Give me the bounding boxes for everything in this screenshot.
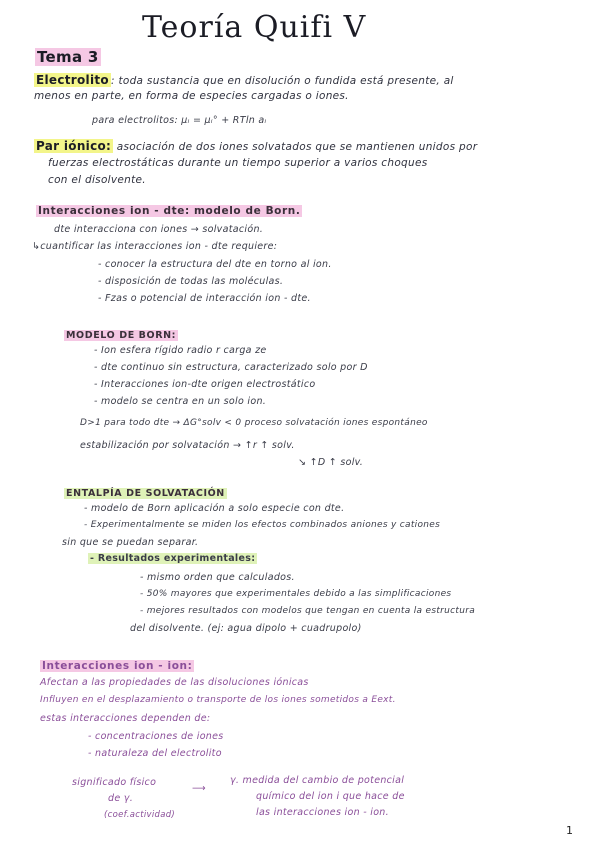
entalpia-sub-line: del disolvente. (ej: agua dipolo + cuadrupolo): [130, 623, 362, 634]
modelo-born-line: - Ion esfera rígido radio r carga ze: [94, 345, 267, 356]
section-entalpia: [64, 488, 227, 499]
gamma-meaning-2: químico del ion i que hace de: [256, 791, 405, 802]
electrolito-line1: [34, 73, 454, 87]
par-ionico-term: Par iónico:: [36, 139, 112, 153]
modelo-born-stab-line: estabilización por solvatación → ↑r ↑ solv.: [80, 440, 295, 451]
gamma-meaning-3: las interacciones ion - ion.: [256, 807, 389, 818]
entalpia-line: sin que se puedan separar.: [62, 537, 199, 548]
ion-dte-line: ↳cuantificar las interacciones ion - dte requiere:: [32, 241, 278, 252]
section-tema: [35, 48, 101, 66]
section-ion-dte: [36, 205, 302, 217]
modelo-born-line: - dte continuo sin estructura, caracterizado solo por D: [94, 362, 368, 373]
ion-ion-heading: Interacciones ion - ion:: [42, 660, 193, 672]
de-gamma-label: de γ.: [108, 793, 134, 804]
ion-dte-line: dte interacciona con iones → solvatación.: [54, 224, 264, 235]
ion-dte-line: - disposición de todas las moléculas.: [98, 276, 284, 287]
par-ionico-line1: [34, 139, 477, 153]
arrow-icon: ⟶: [192, 783, 206, 794]
ion-dte-heading: Interacciones ion - dte: modelo de Born.: [38, 205, 301, 217]
ion-dte-line: - Fzas o potencial de interacción ion - dte.: [98, 293, 311, 304]
section-modelo-born: [64, 330, 178, 341]
ion-ion-line: estas interacciones dependen de:: [40, 713, 211, 724]
electrolito-term: Electrolito: [36, 73, 109, 87]
significado-label: significado físico: [72, 777, 157, 788]
modelo-born-heading: MODELO DE BORN:: [66, 330, 177, 341]
entalpia-sub-line: - mismo orden que calculados.: [140, 572, 295, 583]
electrolito-def-2: menos en parte, en forma de especies cargadas o iones.: [34, 90, 349, 102]
modelo-born-stab-line-2: ↘ ↑D ↑ solv.: [298, 457, 364, 468]
ion-ion-line: - naturaleza del electrolito: [88, 748, 222, 759]
modelo-born-d-line: D>1 para todo dte → ΔG°solv < 0 proceso solvatación iones espontáneo: [80, 418, 428, 428]
page-number: 1: [566, 824, 574, 837]
entalpia-sub-line: - 50% mayores que experimentales debido a las simplificaciones: [140, 589, 452, 599]
electrolito-formula: para electrolitos: μᵢ = μᵢ° + RTln aᵢ: [92, 115, 267, 126]
coef-actividad-label: (coef.actividad): [104, 810, 176, 820]
ion-dte-line: - conocer la estructura del dte en torno al ion.: [98, 259, 332, 270]
entalpia-sub-line: - mejores resultados con modelos que tengan en cuenta la estructura: [140, 606, 476, 616]
entalpia-heading: ENTALPÍA DE SOLVATACIÓN: [66, 488, 225, 499]
entalpia-sub-heading: - Resultados experimentales:: [90, 553, 256, 564]
par-ionico-def-1: asociación de dos iones solvatados que se mantienen unidos por: [116, 141, 478, 153]
section-ion-ion: [40, 660, 194, 672]
ion-ion-line: Influyen en el desplazamiento o transporte de los iones sometidos a Eext.: [40, 695, 396, 705]
electrolito-def-1: : toda sustancia que en disolución o fundida está presente, al: [110, 75, 454, 87]
tema-label: Tema 3: [37, 48, 99, 66]
entalpia-line: - modelo de Born aplicación a solo especie con dte.: [84, 503, 345, 514]
entalpia-subsection: [88, 553, 257, 564]
entalpia-line: - Experimentalmente se miden los efectos combinados aniones y cationes: [84, 520, 441, 530]
ion-ion-line: - concentraciones de iones: [88, 731, 224, 742]
par-ionico-def-3: con el disolvente.: [48, 174, 146, 186]
page-title: Teoría Quifi V: [142, 10, 367, 45]
gamma-meaning-1: γ. medida del cambio de potencial: [230, 775, 405, 786]
ion-ion-line: Afectan a las propiedades de las disoluciones iónicas: [40, 677, 309, 688]
par-ionico-def-2: fuerzas electrostáticas durante un tiempo superior a varios choques: [48, 157, 428, 169]
modelo-born-line: - modelo se centra en un solo ion.: [94, 396, 267, 407]
modelo-born-line: - Interacciones ion-dte origen electrostático: [94, 379, 316, 390]
